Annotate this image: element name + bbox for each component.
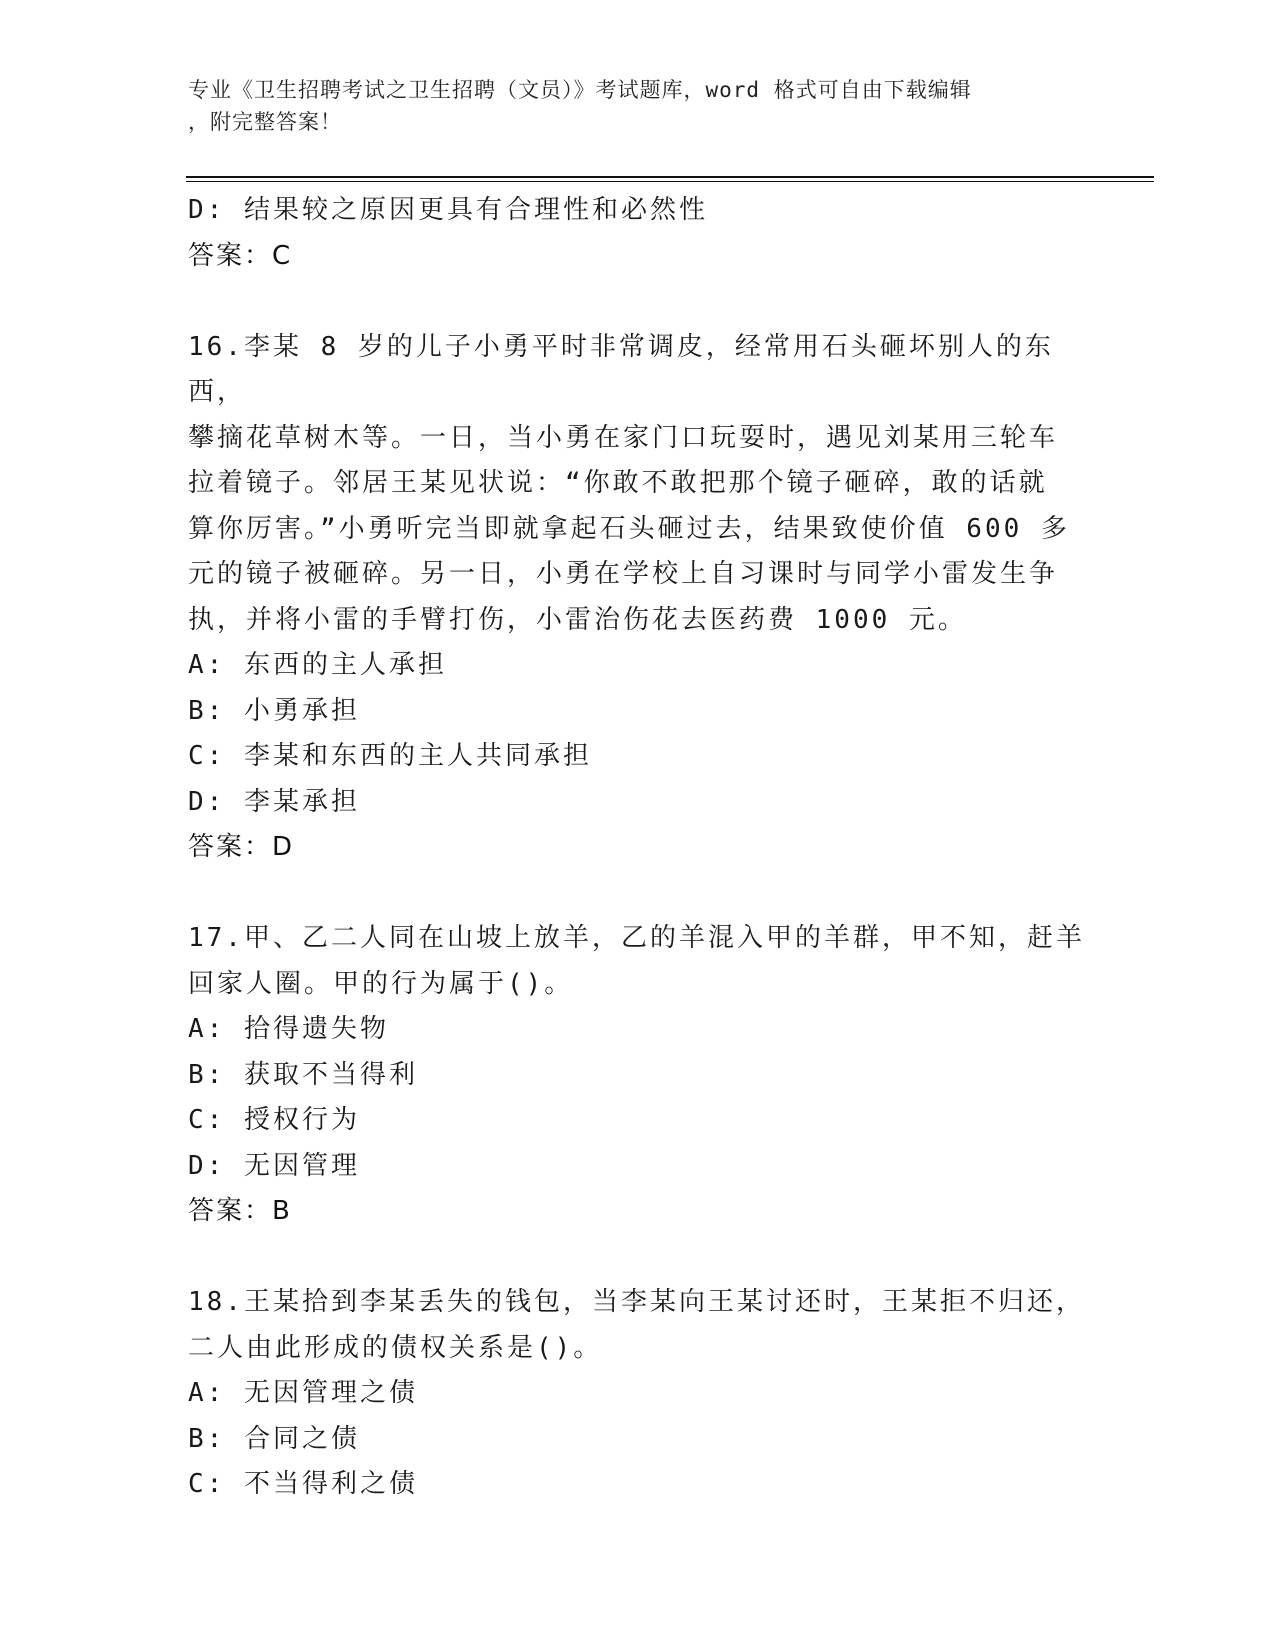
question-18 — [188, 1280, 1088, 1508]
question-list — [188, 188, 1088, 1508]
option-c: C: 授权行为 — [188, 1105, 360, 1135]
option-b: B: 获取不当得利 — [188, 1059, 418, 1090]
option-a: A: 无因管理之债 — [188, 1378, 418, 1408]
question-text-line: 拉着镜子。邻居王某见状说：“你敢不敢把那个镜子砸碎，敢的话就 — [188, 468, 1048, 498]
option-d: D: 无因管理 — [188, 1150, 360, 1181]
answer-line: 答案：B — [188, 1196, 292, 1226]
spacer — [188, 1235, 1088, 1281]
question-text-line: 算你厉害。”小勇听完当即就拿起石头砸过去，结果致使价值 600 多 — [188, 513, 1070, 544]
document-header — [188, 74, 1068, 138]
header-line-2: ，附完整答案！ — [188, 110, 342, 134]
option-c: C: 李某和东西的主人共同承担 — [188, 741, 592, 771]
answer-line: 答案：D — [188, 832, 295, 862]
question-text-line: 二人由此形成的债权关系是()。 — [188, 1332, 603, 1363]
option-b: B: 小勇承担 — [188, 695, 360, 726]
question-text-line: 执，并将小雷的手臂打伤，小雷治伤花去医药费 1000 元。 — [188, 604, 967, 635]
question-text-line: 17.甲、乙二人同在山坡上放羊，乙的羊混入甲的羊群，甲不知，赶羊 — [188, 923, 1085, 953]
option-a: A: 拾得遗失物 — [188, 1014, 389, 1044]
header-divider-thin — [186, 181, 1154, 182]
option-b: B: 合同之债 — [188, 1423, 360, 1454]
spacer — [188, 279, 1088, 325]
question-text-line: 攀摘花草树木等。一日，当小勇在家门口玩耍时，遇见刘某用三轮车 — [188, 422, 1059, 453]
header-line-1: 专业《卫生招聘考试之卫生招聘（文员）》考试题库，word 格式可自由下载编辑 — [188, 78, 972, 102]
previous-question — [188, 188, 1088, 279]
option-d: D: 李某承担 — [188, 786, 360, 817]
answer-line: 答案：C — [188, 240, 293, 271]
question-text-line: 元的镜子被砸碎。另一日，小勇在学校上自习课时与同学小雷发生争 — [188, 559, 1059, 589]
option-c: C: 不当得利之债 — [188, 1469, 418, 1499]
question-17 — [188, 916, 1088, 1235]
question-16 — [188, 325, 1088, 871]
spacer — [188, 871, 1088, 917]
question-text-line: 16.李某 8 岁的儿子小勇平时非常调皮，经常用石头砸坏别人的东西， — [188, 331, 1054, 407]
question-text-line: 18.王某拾到李某丢失的钱包，当李某向王某讨还时，王某拒不归还， — [188, 1287, 1085, 1317]
header-divider-thick — [186, 176, 1154, 178]
question-text-line: 回家人圈。甲的行为属于()。 — [188, 968, 574, 999]
option-a: A: 东西的主人承担 — [188, 650, 447, 680]
option-d: D: 结果较之原因更具有合理性和必然性 — [188, 195, 708, 225]
